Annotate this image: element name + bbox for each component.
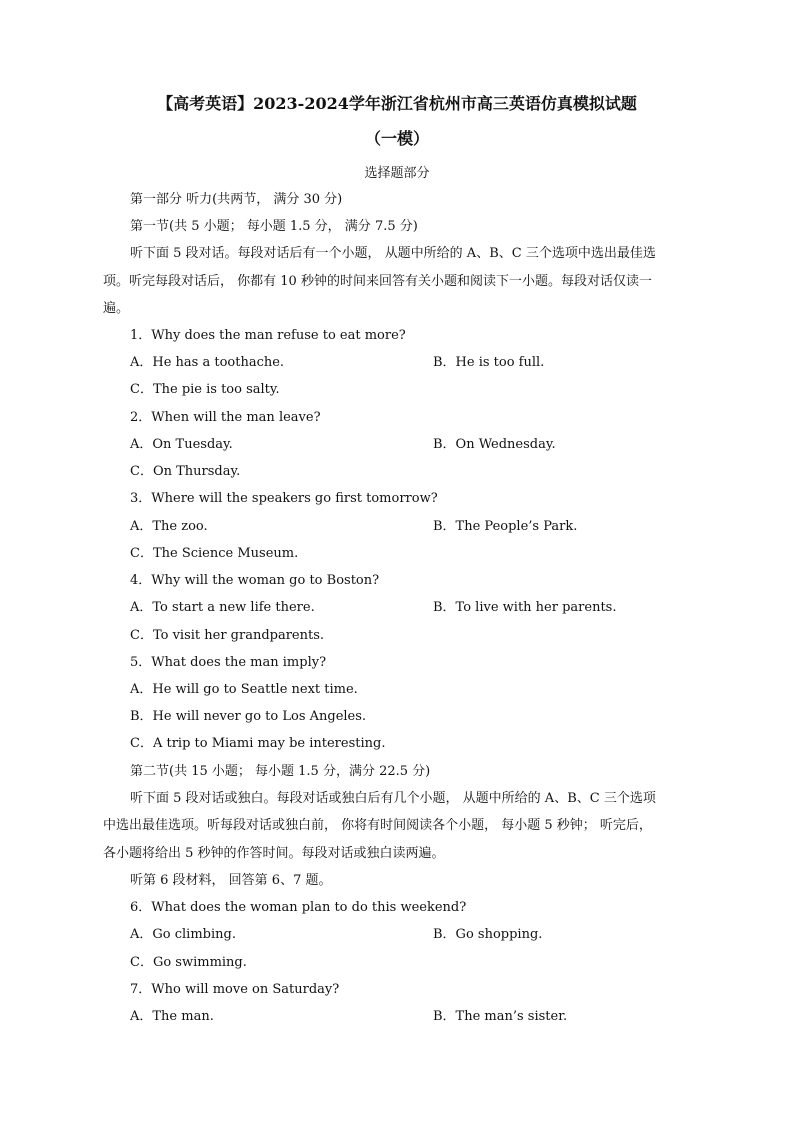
option-c: C．A trip to Miami may be interesting. (130, 736, 386, 751)
part-one-heading: 第一部分 听力(共两节， 满分 30 分) (130, 192, 343, 207)
instructions-line: 各小题将给出 5 秒钟的作答时间。每段对话或独白读两遍。 (103, 846, 445, 861)
question-text: 7．Who will move on Saturday? (130, 982, 340, 997)
instructions-line: 中选出最佳选项。听每段对话或独白前， 你将有时间阅读各个小题， 每小题 5 秒钟； 听完后， (103, 818, 652, 833)
option-a: A．To start a new life there. (130, 600, 315, 615)
option-b: B．He is too full. (433, 355, 545, 370)
instructions-line: 听下面 5 段对话或独白。每段对话或独白后有几个小题， 从题中所给的 A、B、C 三个选项 (130, 791, 656, 806)
option-a: A．Go climbing. (130, 927, 236, 942)
option-b: B．To live with her parents. (433, 600, 617, 615)
question-text: 4．Why will the woman go to Boston? (130, 573, 380, 588)
option-b: B．The People’s Park. (433, 519, 578, 534)
option-c: C．The Science Museum. (130, 546, 299, 561)
question-text: 2．When will the man leave? (130, 410, 321, 425)
instructions-line: 项。听完每段对话后， 你都有 10 秒钟的时间来回答有关小题和阅读下一小题。每段对话仅读一 (103, 274, 652, 289)
option-b: B．The man’s sister. (433, 1009, 568, 1024)
question-text: 6．What does the woman plan to do this weekend? (130, 900, 467, 915)
option-c: C．Go swimming. (130, 955, 247, 970)
instructions-line: 遍。 (103, 301, 130, 316)
page-subtitle: （一模） (364, 129, 429, 148)
section-one-heading: 第一节(共 5 小题； 每小题 1.5 分， 满分 7.5 分) (130, 219, 418, 234)
option-b: B．He will never go to Los Angeles. (130, 709, 367, 724)
option-a: A．He has a toothache. (130, 355, 285, 370)
option-a: A．The zoo. (130, 519, 208, 534)
option-c: C．The pie is too salty. (130, 382, 280, 397)
question-text: 1．Why does the man refuse to eat more? (130, 328, 406, 343)
material-heading: 听第 6 段材料， 回答第 6、7 题。 (130, 873, 332, 888)
instructions-line: 听下面 5 段对话。每段对话后有一个小题， 从题中所给的 A、B、C 三个选项中选出最佳选 (130, 246, 656, 261)
option-c: C．On Thursday. (130, 464, 241, 479)
option-c: C．To visit her grandparents. (130, 628, 325, 643)
question-text: 5．What does the man imply? (130, 655, 327, 670)
option-a: A．He will go to Seattle next time. (130, 682, 358, 697)
page-title: 【高考英语】2023-2024学年浙江省杭州市高三英语仿真模拟试题 (157, 94, 637, 113)
section-two-heading: 第二节(共 15 小题； 每小题 1.5 分，满分 22.5 分) (130, 764, 431, 779)
option-b: B．Go shopping. (433, 927, 543, 942)
option-a: A．The man. (130, 1009, 214, 1024)
section-heading: 选择题部分 (364, 166, 430, 181)
option-a: A．On Tuesday. (130, 437, 233, 452)
option-b: B．On Wednesday. (433, 437, 556, 452)
question-text: 3．Where will the speakers go first tomorrow? (130, 491, 438, 506)
